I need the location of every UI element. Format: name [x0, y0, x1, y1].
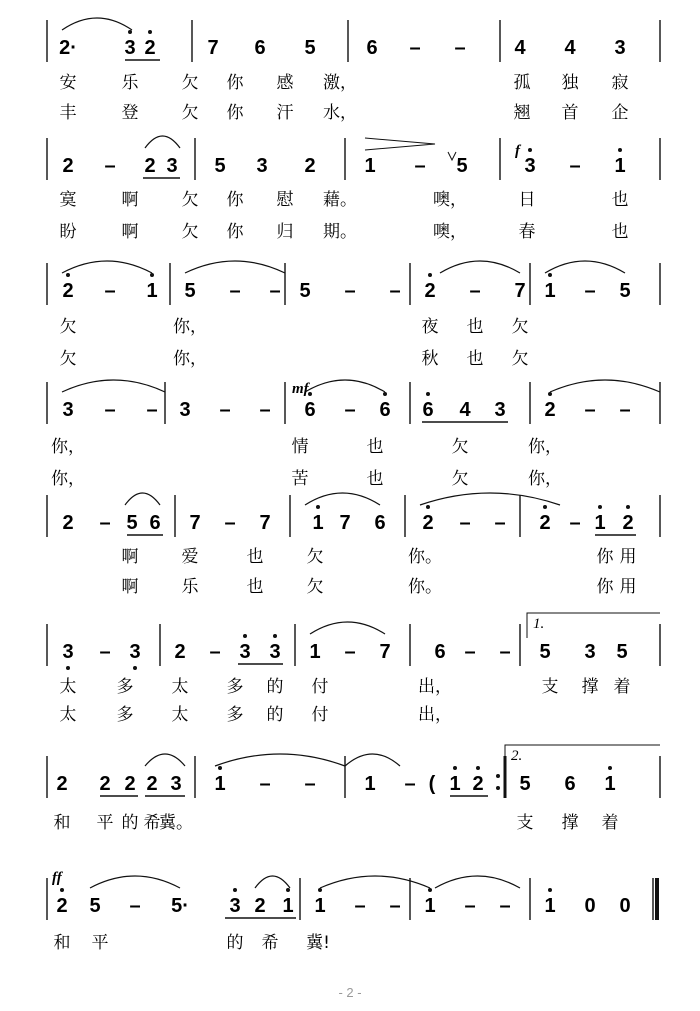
lyric-word: 太	[59, 705, 77, 725]
slur	[145, 136, 180, 148]
lyric-word: 和	[53, 933, 71, 953]
lyric-word: 欠	[181, 73, 199, 93]
lyric-word: 苦	[291, 469, 309, 489]
dash: –	[569, 155, 581, 177]
lyric-word: 啊	[121, 190, 139, 210]
lyric-word: 你，	[173, 349, 207, 369]
lyric-word: 也	[366, 437, 384, 457]
page-number: - 2 -	[338, 985, 362, 1000]
lyric-word: 太	[171, 677, 189, 697]
slur	[215, 754, 345, 766]
dash: –	[619, 399, 631, 421]
lyric-word: 欠	[181, 190, 199, 210]
slur	[310, 622, 385, 634]
lyric-word: 欠	[306, 547, 324, 567]
octave-dot	[233, 888, 237, 892]
dash: –	[129, 895, 141, 917]
lyric-word: 感	[276, 73, 294, 93]
dash: –	[354, 895, 366, 917]
note: 6	[366, 37, 378, 59]
dynamic-mark: mf	[292, 381, 309, 397]
note: 1	[309, 641, 321, 663]
lyric-word: 多	[226, 677, 244, 697]
note: 5	[89, 895, 101, 917]
note: 5	[519, 773, 531, 795]
slur	[185, 261, 285, 273]
note: 5	[539, 641, 551, 663]
note: 3	[62, 641, 74, 663]
octave-dot	[273, 634, 277, 638]
lyric-word: 日	[518, 190, 536, 210]
octave-dot	[133, 666, 137, 670]
lyric-word: 你，	[51, 469, 85, 489]
note: 2	[472, 773, 484, 795]
note: 6	[434, 641, 446, 663]
note: 6	[564, 773, 576, 795]
lyric-word: 情	[291, 437, 309, 457]
note: 2	[62, 280, 74, 302]
octave-dot	[428, 888, 432, 892]
slur	[435, 876, 520, 888]
lyric-word: 寞	[59, 190, 77, 210]
note: 0	[619, 895, 631, 917]
dash: –	[499, 895, 511, 917]
repeat-dot	[496, 786, 500, 790]
octave-dot	[608, 766, 612, 770]
note: 2	[422, 512, 434, 534]
dash: –	[224, 512, 236, 534]
dash: –	[99, 641, 111, 663]
note: 3	[256, 155, 268, 177]
note: 3	[124, 37, 136, 59]
note: 5	[299, 280, 311, 302]
note: 7	[207, 37, 219, 59]
slur	[62, 261, 152, 273]
dash: –	[389, 895, 401, 917]
lyric-word: 用	[619, 577, 637, 597]
lyric-word: 你	[226, 222, 244, 242]
lyric-word: 欠	[181, 103, 199, 123]
dash: –	[304, 773, 316, 795]
dash: –	[259, 399, 271, 421]
note: 7	[189, 512, 201, 534]
octave-dot	[598, 505, 602, 509]
dash: –	[104, 280, 116, 302]
lyric-word: 平	[91, 933, 109, 953]
dash: –	[404, 773, 416, 795]
note: 5	[304, 37, 316, 59]
repeat-dot	[496, 774, 500, 778]
octave-dot	[318, 888, 322, 892]
lyric-word: 也	[466, 349, 484, 369]
lyric-word: 乐	[121, 73, 139, 93]
lyric-word: 企	[611, 103, 629, 123]
slur	[440, 261, 520, 273]
note: 1	[594, 512, 606, 534]
volta-number: 1.	[533, 616, 545, 632]
note: 3	[229, 895, 241, 917]
lyric-word: 孤	[513, 73, 531, 93]
note: 2	[622, 512, 634, 534]
slur	[320, 876, 430, 888]
note: 2	[144, 155, 156, 177]
dash: –	[219, 399, 231, 421]
note: 1	[544, 280, 556, 302]
note: 3	[129, 641, 141, 663]
lyric-word: 欠	[59, 317, 77, 337]
lyric-word: 支	[541, 677, 559, 697]
note: 3	[269, 641, 281, 663]
dash: –	[344, 399, 356, 421]
note: 3	[62, 399, 74, 421]
lyric-word: 期。	[323, 222, 357, 242]
note: 1	[449, 773, 461, 795]
lyric-word: 噢，	[433, 190, 467, 210]
note: 1	[364, 773, 376, 795]
lyric-word: 也	[246, 577, 264, 597]
note: 2	[146, 773, 158, 795]
octave-dot	[476, 766, 480, 770]
slur	[545, 261, 625, 273]
note: 5	[619, 280, 631, 302]
lyric-word: 你	[596, 577, 614, 597]
lyric-word: 寂	[611, 73, 629, 93]
lyric-word: 汗	[276, 103, 294, 123]
lyric-word: 欠	[511, 317, 529, 337]
slur	[145, 754, 185, 766]
lyric-word: 的	[266, 705, 284, 725]
lyric-word: 也	[466, 317, 484, 337]
lyric-word: 夜	[421, 317, 439, 337]
note: 5	[214, 155, 226, 177]
lyric-word: 你。	[408, 577, 442, 597]
dash: –	[454, 37, 466, 59]
octave-dot	[453, 766, 457, 770]
lyric-word: 出，	[418, 705, 452, 725]
dash: –	[344, 641, 356, 663]
lyric-word: 着	[613, 677, 631, 697]
note: 5	[184, 280, 196, 302]
slur	[550, 380, 660, 392]
lyric-word: 你。	[408, 547, 442, 567]
note: 6	[379, 399, 391, 421]
lyric-word: 撑	[561, 813, 579, 833]
octave-dot	[548, 392, 552, 396]
lyric-word: 多	[116, 705, 134, 725]
note: 2	[99, 773, 111, 795]
lyric-word: 也	[246, 547, 264, 567]
lyric-word: 噢，	[433, 222, 467, 242]
note: 2	[539, 512, 551, 534]
note: 1	[314, 895, 326, 917]
note: 3	[239, 641, 251, 663]
lyric-word: 你	[226, 190, 244, 210]
slur	[305, 380, 385, 392]
dash: –	[344, 280, 356, 302]
note: 2	[144, 37, 156, 59]
volta-bracket	[505, 745, 660, 770]
lyric-word: 多	[116, 677, 134, 697]
note: 3	[179, 399, 191, 421]
lyric-word: 多	[226, 705, 244, 725]
octave-dot	[218, 766, 222, 770]
slur	[62, 18, 132, 30]
note: 7	[379, 641, 391, 663]
note: 2	[56, 895, 68, 917]
octave-dot	[548, 888, 552, 892]
lyric-word: 啊	[121, 547, 139, 567]
lyric-word: 登	[121, 103, 139, 123]
dash: –	[414, 155, 426, 177]
dash: –	[499, 641, 511, 663]
lyric-word: 你	[226, 73, 244, 93]
note: 1	[146, 280, 158, 302]
lyric-word: 欠	[306, 577, 324, 597]
octave-dot	[128, 30, 132, 34]
note: 1	[544, 895, 556, 917]
note: 4	[459, 399, 471, 421]
dash: –	[584, 280, 596, 302]
octave-dot	[66, 666, 70, 670]
note: 5	[616, 641, 628, 663]
dash: –	[584, 399, 596, 421]
dash: –	[209, 641, 221, 663]
note: 4	[564, 37, 576, 59]
lyric-word: 丰	[59, 103, 77, 123]
lyric-word: 慰	[276, 190, 294, 210]
note: 1	[614, 155, 626, 177]
slur	[62, 380, 165, 392]
lyric-word: 也	[611, 222, 629, 242]
lyric-word: 着	[601, 813, 619, 833]
note: 6	[304, 399, 316, 421]
lyric-word: 首	[561, 103, 579, 123]
note: 1	[282, 895, 294, 917]
lyric-word: 你	[596, 547, 614, 567]
lyric-word: 啊	[121, 222, 139, 242]
octave-dot	[150, 273, 154, 277]
breath-mark	[448, 152, 456, 160]
octave-dot	[243, 634, 247, 638]
lyric-word: 藉。	[323, 190, 357, 210]
lyric-word: 和	[53, 813, 71, 833]
octave-dot	[426, 505, 430, 509]
octave-dot	[426, 392, 430, 396]
lyric-word: 也	[611, 190, 629, 210]
lyric-word: 冀!	[306, 933, 330, 953]
octave-dot	[626, 505, 630, 509]
note: 5	[456, 155, 468, 177]
lyric-word: 春	[518, 222, 536, 242]
note: 7	[339, 512, 351, 534]
note: 2·	[59, 37, 77, 59]
note: 1	[364, 155, 376, 177]
note: 2	[254, 895, 266, 917]
lyric-word: 欠	[181, 222, 199, 242]
lyric-word: 独	[561, 73, 579, 93]
note: 6	[149, 512, 161, 534]
note: 6	[374, 512, 386, 534]
note: 5	[126, 512, 138, 534]
note: 1	[424, 895, 436, 917]
lyric-word: 支	[516, 813, 534, 833]
lyric-word: 翘	[513, 103, 531, 123]
volta-bracket	[527, 613, 660, 638]
lyric-word: 付	[311, 705, 329, 725]
lyric-word: 盼	[59, 222, 77, 242]
dash: –	[409, 37, 421, 59]
dash: –	[259, 773, 271, 795]
lyric-word: 撑	[581, 677, 599, 697]
lyric-word: 归	[276, 222, 294, 242]
slur	[345, 754, 400, 766]
note: 3	[166, 155, 178, 177]
dynamic-mark: ff	[52, 870, 62, 886]
octave-dot	[543, 505, 547, 509]
note: (	[428, 773, 436, 795]
note: 2	[62, 512, 74, 534]
note: 1	[312, 512, 324, 534]
octave-dot	[618, 148, 622, 152]
note: 2	[62, 155, 74, 177]
lyric-word: 付	[311, 677, 329, 697]
dash: –	[464, 895, 476, 917]
lyric-word: 出，	[418, 677, 452, 697]
dash: –	[569, 512, 581, 534]
note: 3	[614, 37, 626, 59]
note: 3	[494, 399, 506, 421]
dash: –	[104, 155, 116, 177]
dash: –	[464, 641, 476, 663]
lyric-word: 冀。	[159, 813, 193, 833]
note: 2	[544, 399, 556, 421]
octave-dot	[66, 273, 70, 277]
octave-dot	[383, 392, 387, 396]
note: 1	[604, 773, 616, 795]
note: 5·	[171, 895, 189, 917]
lyric-word: 的	[121, 813, 139, 833]
note: 0	[584, 895, 596, 917]
note: 6	[422, 399, 434, 421]
dash: –	[146, 399, 158, 421]
lyric-word: 太	[59, 677, 77, 697]
note: 2	[304, 155, 316, 177]
note: 6	[254, 37, 266, 59]
dash: –	[269, 280, 281, 302]
lyric-word: 太	[171, 705, 189, 725]
lyric-word: 用	[619, 547, 637, 567]
lyric-word: 希	[143, 813, 161, 833]
lyric-word: 的	[226, 933, 244, 953]
lyric-word: 平	[96, 813, 114, 833]
note: 2	[56, 773, 68, 795]
lyric-word: 欠	[59, 349, 77, 369]
note: 2	[174, 641, 186, 663]
octave-dot	[528, 148, 532, 152]
lyric-word: 欠	[451, 437, 469, 457]
note: 3	[524, 155, 536, 177]
note: 2	[124, 773, 136, 795]
lyric-word: 安	[59, 73, 77, 93]
dash: –	[229, 280, 241, 302]
lyric-word: 啊	[121, 577, 139, 597]
slur	[305, 493, 380, 505]
lyric-word: 希	[261, 933, 279, 953]
note: 1	[214, 773, 226, 795]
dash: –	[469, 280, 481, 302]
slur	[255, 876, 290, 888]
octave-dot	[60, 888, 64, 892]
lyric-word: 的	[266, 677, 284, 697]
lyric-word: 你，	[173, 317, 207, 337]
lyric-word: 欠	[451, 469, 469, 489]
slur	[420, 493, 560, 505]
lyric-word: 也	[366, 469, 384, 489]
octave-dot	[286, 888, 290, 892]
dynamic-mark: f	[515, 143, 520, 159]
dash: –	[104, 399, 116, 421]
decrescendo-hairpin	[365, 138, 435, 150]
lyric-word: 爱	[181, 547, 199, 567]
note: 7	[514, 280, 526, 302]
octave-dot	[548, 273, 552, 277]
note: 7	[259, 512, 271, 534]
note: 3	[170, 773, 182, 795]
note: 3	[584, 641, 596, 663]
lyric-word: 激，	[323, 73, 357, 93]
dash: –	[494, 512, 506, 534]
lyric-word: 你	[226, 103, 244, 123]
octave-dot	[428, 273, 432, 277]
lyric-word: 水，	[323, 103, 357, 123]
dash: –	[99, 512, 111, 534]
note: 2	[424, 280, 436, 302]
lyric-word: 你，	[528, 469, 562, 489]
volta-number: 2.	[511, 748, 523, 764]
slur	[90, 876, 180, 888]
dash: –	[459, 512, 471, 534]
note: 4	[514, 37, 526, 59]
lyric-word: 你，	[51, 437, 85, 457]
lyric-word: 乐	[181, 577, 199, 597]
lyric-word: 你，	[528, 437, 562, 457]
octave-dot	[148, 30, 152, 34]
lyric-word: 秋	[421, 349, 439, 369]
octave-dot	[316, 505, 320, 509]
dash: –	[389, 280, 401, 302]
lyric-word: 欠	[511, 349, 529, 369]
slur	[125, 493, 160, 505]
